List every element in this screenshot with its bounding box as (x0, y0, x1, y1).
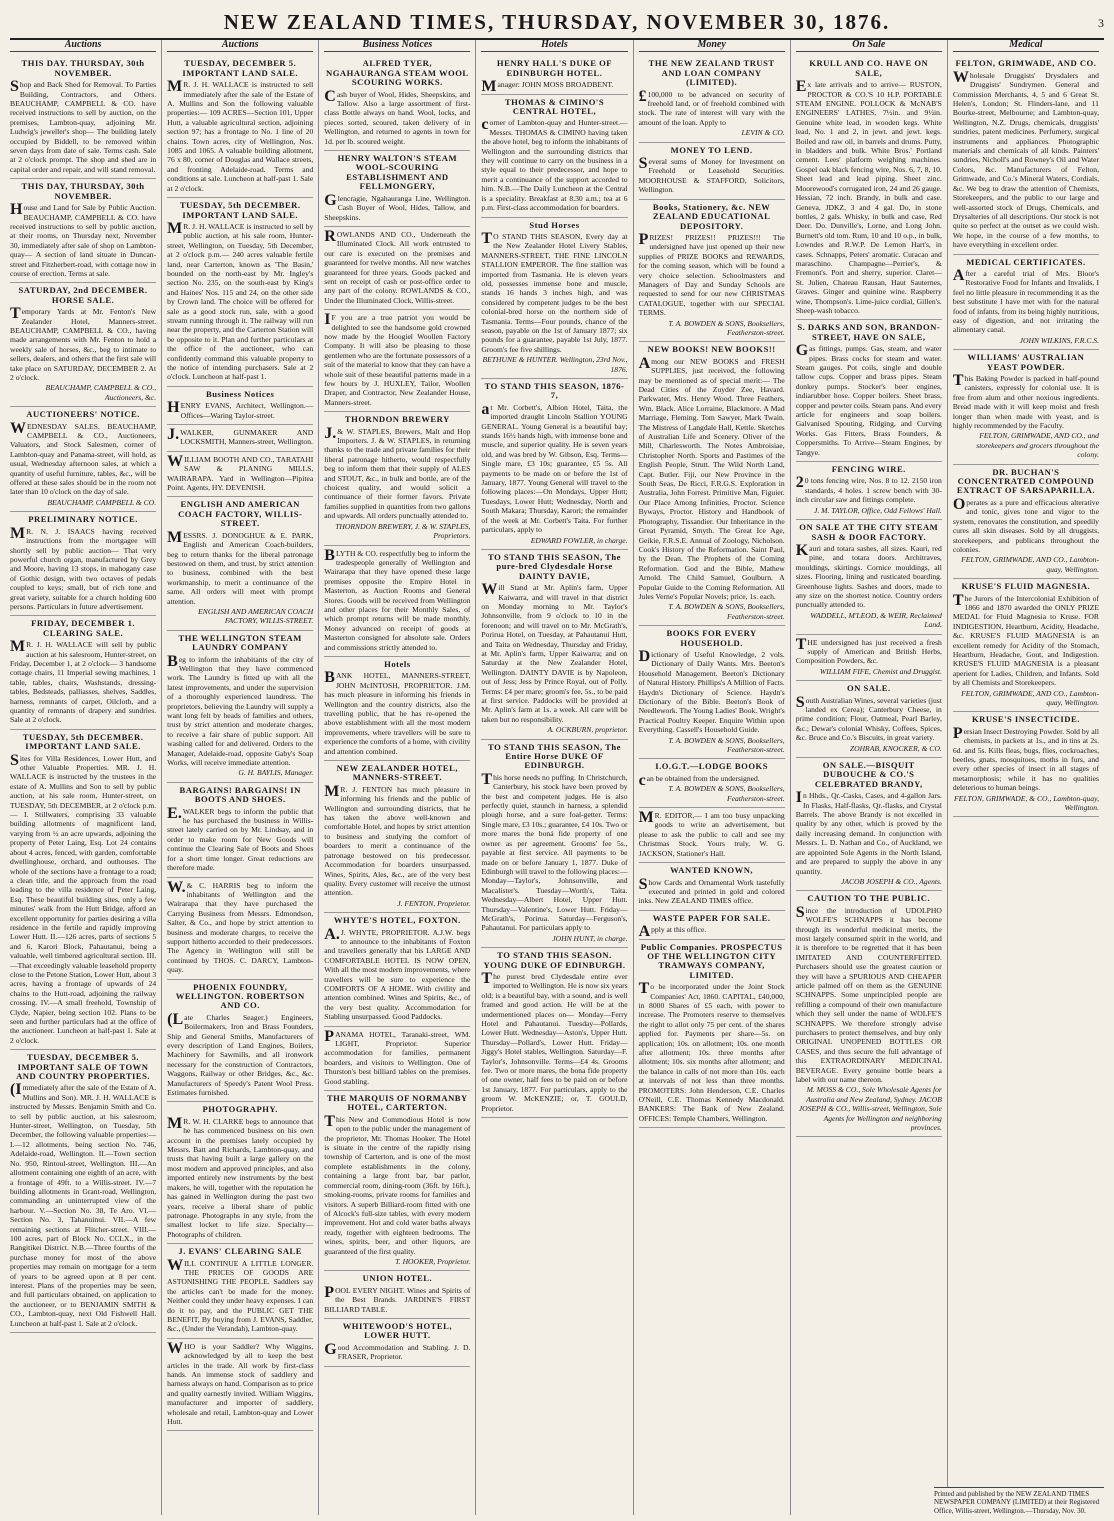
ad-signature: ENGLISH AND AMERICAN COACH FACTORY, WILLIS-STREET. (198, 606, 314, 626)
advertisement (324, 1271, 470, 1319)
ad-title: MEDICAL CERTIFICATES. (966, 256, 1086, 267)
advertisement (167, 425, 313, 452)
ad-title: THE WELLINGTON STEAM LAUNDRY COMPANY (178, 632, 302, 653)
advertisement (324, 546, 470, 657)
ad-body: PANAMA HOTEL, Taranaki-street, WM. LIGHT, Proprietor. Superior accommodation for families, permanent boarders, and visitors to Wellington. One of Thurston's best billiard tables on the premises. Good stabling. (324, 1027, 471, 1086)
advertisement (10, 1050, 156, 1333)
ad-body: POOL EVERY NIGHT. Wines and Spirits of the Best Brands. JARDINE'S FIRST BILLIARD TABLE. (324, 1283, 471, 1314)
advertisement (481, 218, 627, 380)
ad-title: KRULL AND CO. HAVE ON SALE, (809, 58, 929, 78)
advertisement (10, 283, 156, 407)
ad-body: Cash buyer of Wool, Hides, Sheepskins, and Tallow. Also a large assortment of first-class Bottle always on hand. Wool, locks, and pieces sorted, scoured, taken delivery of in Wellington, and returned to agents in town for 1d. per lb. scoured weight. (324, 87, 471, 146)
ad-body: MR. J. H. WALLACE will sell by public auction at his salesroom, Hunter-street, on Friday, December 1, at 2 o'clock— 3 handsome cottage chairs, 11 Imperial sewing machines, 1 table, tables, chairs, Washstands, dressing-tables, Bedsteads, palliasses, shelves, Saddles, harness, remnants of carpet, Oilcloth, and a quantity of remnants of drapery and sundries. Sale at 2 o'clock. (10, 638, 157, 725)
advertisement (10, 730, 156, 1050)
ad-body: Sites for Villa Residences, Lower Hutt, and other Valuable Properties. MR. J. H. WALLACE is instructed by the trustees in the estate of A. Mullins and Son to sell by public auction, at his sale room, Hunter-street, on TUESDAY, 5th DECEMBER, at 2 o'clock p.m.— I. Stillwaters, comprising 33 valuable building allotments of magnificent land, varying from ½ an acre upwards, adjoining the property of Peter Laing, Esq. Lot 24 contains about 4 acres, fenced, with garden, comfortable dwellinghouse, orchard, and outhouses. The whole of the sections have a frontage to a road; a clean title, and the approach from the road leading to the villa residence of Peter Laing, Esq. These beautiful building sites, only a few minutes' walk from the Hutt Bridge, afford an excellent opportunity for parties desiring a villa residence in the fertile and rapidly improving Lower Hutt. II.—126 acres, parts of sections 5 and 6, Karori Block, Pahautanui, being a valuable, well timbered agricultural section. III.—That exceedingly valuable leasehold property close to the Petone Station, Lower Hutt, about 3 acres, having a frontage of upwards of 24 chains to the Hutt-road, adjoining the railway crossing. IV.—A small freehold, Township of Clyde, Napier, being section 102. Plans to be seen and further particulars had at the office of the auctioneer. Luncheon at half-past 1. Sale at 2 o'clock. (10, 751, 157, 1045)
advertisement (167, 1102, 313, 1244)
advertisement (639, 626, 785, 759)
ad-body: PRIZES! PRIZES!! PRIZES!!! The undersigned have just opened up their new supplies of PRIZE BOOKS and REWARDS, for the coming season, which will be found a very choice selection. Schoolmasters and Managers of Day and Sunday Schools are requested to send for our new CHRISTMAS CATALOGUE, together with our SPECIAL TERMS. (638, 230, 785, 318)
ad-title: S. DARKS AND SON, BRANDON-STREET, HAVE ON SALE, (797, 322, 941, 342)
ad-title: ON SALE. (846, 683, 891, 694)
advertisement (10, 512, 156, 616)
ad-body: IF you are a true patriot you would be delighted to see the handsome gold crowned now made by the Hoogiel Woollen Factory Company. It will also be pleasing to those gentlemen who are the fortunate possessors of a suit of the material to know that they can have a whole suit of these beautiful patterns made in a few hours by J. HUXLEY, Tailor, Woollen Draper, and Contractor, New Zealander House, Manners-street. (324, 311, 471, 407)
ad-body: Among our NEW BOOKS and FRESH SUPPLIES, just received, the following may be mentioned as of special merit:— The Dead Cities of the Zuyder Zee, Havard. Parkwater, Mrs. Henry Wood. Three Feathers, Wm. Black. Alice Lorraine, Blackmore. A Mad Marriage, Fleming. Tom Sawyer, Mark Twain. The Mistress of Langdale Hall, Kettle. Sketches of Australian Life and Scenery. Oliver of the Mill, Charlesworth. The Notes Ambroisiae, Christopher North. Sports and Pastimes of the English People, Strutt. The Wild North Land, Capt. Butler. Fiji, our New Province in the South Seas, De Ricci, F.R.G.S. Exploration in Australia, John Forrest. Primitive Man, Figuier. Our Place Among Infinities, Proctor. Science Byways, Proctor. History and Handbook of Photography, Tissandier. Our Inheritance in the Great Pyramid, Smyth. The Great Ice Age, Geikie, F.R.S.E. Annual of Zoology, Nicholson. Cook's History of the Reformation. Saint Paul, by the Dean. The Prophets of the Coming Reformation. God and the Bible, Mathew Arnold. The Child Samuel, Goulburn. A Popular Guide to the Coming Reformation. All Jules Verne's Popular Novels; price, 1s. each. (638, 354, 785, 601)
ad-body: MESSRS. J. DONOGHUE & E. PARK, English and American Coach-builders, beg to return thanks for the liberal patronage bestowed on them, and trust, by strict attention to business, combined with the best workmanship, to merit a continuance of the same. All orders will meet with prompt attention. (167, 528, 314, 606)
ad-body: Kauri and totara sashes, all sizes. Kauri, red pine, and totara doors. Architraves, mouldings, skirtings. Cornice mouldings, all sizes. Flooring, lining and rusticated boarding. Greenhouse lights. Sashes and doors, made to any size on the shortest notice. Country orders punctually attended to. (795, 541, 942, 610)
ad-body: Shop and Back Shed for Removal. To Parties Building, Contractors, and Others. BEAUCHAMP, CAMPBELL & CO. have received instructions to sell by auction, on the premises, Lambton-quay, adjoining Mr. Ludwig's jeweller's shop— The building lately occupied by Biddell, to be removed within seven days from date of sale. Terms cash. Sale at 2 o'clock prompt. The shop and shed are in capital order and repair, and will stand removal. (10, 78, 157, 174)
ad-title: TO STAND THIS SEASON, The pure-bred Clydesdale Horse DAINTY DAVIE, (488, 551, 621, 581)
ad-body: Several sums of Money for Investment on Freehold or Leasehold Securities. MOORHOUSE & STAFFORD, Solicitors, Wellington. (638, 155, 785, 195)
advertisement (481, 948, 627, 1118)
ad-title: BOOKS FOR EVERY HOUSEHOLD. (666, 628, 757, 648)
ad-body: Good Accommodation and Stabling. J. D. FRASER, Proprietor. (324, 1340, 471, 1362)
ad-title: Public Companies. PROSPECTUS OF THE WELLINGTON CITY TRAMWAYS COMPANY, LIMITED. (640, 941, 783, 980)
advertisement (796, 320, 942, 462)
advertisement (481, 550, 627, 740)
ad-body: Apply at this office. (638, 923, 707, 941)
ad-signature: FELTON, GRIMWADE, & CO., Lambton-quay, Wellington. (954, 793, 1099, 813)
ad-body: Wholesale Druggists' Drysdalers and Druggists' Sundrymen. General and Commission Merchants, 4, 5 and 6 Great St. Helen's, London; St. Flinders-lane, and 11 Bourke-street, Melbourne; and Lambton-quay, Wellington, N.Z. Drugs, chemicals, druggists' sundries, patent medicines. Perfumery, surgical instruments and appliances. Photographic materials and chemicals of all kinds. Painters' sundries, Nicholl's and Rowney's Oil and Water Colors, &c. Manufacturers of Felton, Grimwade, and Co.'s Mineral Waters, Cordials, &c. We beg to draw the attention of Chemists, Storekeepers, and the public to our large and well-assorted stock of Drugs, Chemicals, and Drysalteries of all descriptions. Our stock is not quite so perfect at the outset as we could wish. We hope, in the course of a few months, to have everything in excellent order. (952, 68, 1099, 250)
ad-body: In Hhds., Qr.-Casks, Cases, and 4-gallon Jars. In Flasks, Half-flasks, Qr.-flasks, and Crystal Barrels. The above Brandy is not excelled in quality by any other, which is proved by the daily increasing demand. In conjunction with Messrs. L. D. Nathan and Co., of Auckland, we are appointed Sole Agents in the North Island, and are prepared to supply the above in any quantity. (795, 789, 942, 876)
ad-title: TO STAND THIS SEASON. YOUNG DUKE OF EDINBURGH. (483, 950, 626, 970)
ad-body: Manager: JOHN MOSS BROADBENT. (481, 78, 614, 96)
ad-title: WILLIAMS' AUSTRALIAN YEAST POWDER. (967, 352, 1085, 372)
ad-signature: LEVIN & CO. (741, 128, 785, 138)
advertisement (167, 631, 313, 783)
masthead (10, 8, 1104, 40)
ad-body: MR. J. FENTON has much pleasure in informing his friends and the public of Wellington and surrounding districts, that he has taken the above well-known and comfortable Hotel, and hopes by strict attention to business and studying the comfort of boarders to merit a continuance of the patronage bestowed on his predecessor. Accommodation for boarders unsurpassed. Wines, Spirits, Ales, &c., are of the very best quality. Every customer will receive the utmost attention. (324, 782, 471, 898)
ad-title: WHYTE'S HOTEL, FOXTON. (333, 915, 461, 926)
column-3 (318, 40, 475, 1515)
column-heading: Hotels (481, 40, 627, 52)
ad-title: WASTE PAPER FOR SALE. (652, 912, 771, 923)
advertisement (953, 56, 1099, 254)
advertisement (324, 1091, 470, 1271)
ad-body: 20 tons fencing wire, Nos. 8 to 12. 2150 iron standards, 4 holes. 1 screw bench with 30-inch circular saw and fittings complete. (795, 474, 942, 505)
ad-body: BLYTH & CO. respectfully beg to inform the tradespeople generally of Wellington and Wairarapa that they have opened these large premises opposite the Empire Hotel in Masterton, as Auction Rooms and General Stores. Goods will be received from Wellington and other places for their Monthly Sales, of which prompt returns will be made monthly. Money advanced on receipt of goods at Masterton consigned for absolute sale. Orders and commissions strictly attended to. (324, 546, 471, 652)
column-heading: Money (639, 40, 785, 52)
ad-title: PRELIMINARY NOTICE. (28, 514, 138, 525)
ad-body: Ex late arrivals and to arrive— RUSTON, PROCTOR & CO.'S 10 H.P. PORTABLE STEAM ENGINE. POLLOCK & McNAB'S ENGINEERS' LATHES, 7½in. and 9½in. Genuine white lead, in wooden kegs. White lead, No. 1 and 2, in jewt. and jewt. kegs. Boiled and raw oil, in barrels and drums. Putty, in bladders and bulk. White Bros.' Portland cement. Lees' platform weighing machines. Gospel oak black fencing wire, Nos. 6, 7, 8, 10. Sheet lead and lead piping. Sheet zinc. Moorewood's corrugated iron, 24 and 26 gauge. Hessian, 72 inch. Brandy, in bulk and case. Geneva, JDKZ, 3 and 4 gal. Do, in stone bottles, 2 gals. Whisky, in bulk and case, Red Deer. Do. Dunville's, Lorne, and Long John. Burnett's old tom. Rum, 10 and 10 o.p., in bulk, Lowndes and R.W.P. De Lemon Hart's, in cases. Schnapps, Peters' aromatic. Curacao and maraschino. Champagne—Perrier's, & Fremont's. Port and sherry, superior. Claret—St. Julien, Chateau Rausan, Haut Sauternes, Graves. Ginger and quinine wine. Raspberry wine, Thompson's. Lime-juice cordial, Gillen's. Sheep-wash tobacco. (795, 78, 942, 315)
ad-body: A.J. WHYTE, PROPRIETOR. A.J.W. begs to announce to the inhabitants of Foxton and travellers generally that his LARGE AND COMFORTABLE HOTEL IS NOW OPEN, With all the most modern improvements, where travellers will be sure to experience the COMFORTS OF A HOME. With civility and attention combined. Wines and Spirits, &c., of the very best quality. Accommodation for Stabling unsurpassed. Good Paddocks. (324, 925, 471, 1022)
ad-body: Gas fittings, pumps. Gas, steam, and water pipes. Brass cocks for steam and water. Steam gauges. Pot coils, single and double tallow cups. Copper and brass pipes. Steam donkey pumps. Stocker's beer engines, indiarubber hose. Copper boilers. Sheet brass, copper and pewter coils. Steam pans. And every article for engineers and soap boilers. Galvanised Spouting, Ridging, and Curving Works. Gas Fitters, Brass Founders, & Coppersmiths. To Arrive—Steam Engines, by Tangye. (795, 342, 942, 457)
advertisement (481, 95, 627, 218)
ad-signature: WILLIAM FIFE, Chemist and Druggist. (819, 666, 942, 676)
advertisement (639, 56, 785, 142)
ad-signature: BEAUCHAMP, CAMPBELL & CO. (47, 497, 157, 507)
ad-title: TUESDAY, 5th DECEMBER. IMPORTANT LAND SALE. (179, 200, 301, 220)
ad-signature: T. A. BOWDEN & SONS, Booksellers, Featherston-street. (668, 784, 785, 803)
ad-signature: JOHN WILKINS, F.R.C.S. (1019, 335, 1099, 345)
ad-signature: WADDELL, M'LEOD, & WEIR, Reclaimed Land. (810, 610, 942, 630)
ad-title: THIS DAY. THURSDAY, 30th NOVEMBER. (21, 58, 145, 78)
ad-title: TUESDAY, DECEMBER 5. IMPORTANT LAND SALE. (182, 58, 299, 78)
ad-body: WHO is your Saddler? Why Wiggins, acknowledged by all to keep the best articles in the trade. All work by first-class hands. An immense stock of saddlery and harness always on hand. Comparison as to price and quality earnestly invited. William Wiggins, manufacturer and importer of saddlery, wholesale and retail, Lambton-quay and Lower Hutt. (167, 1339, 314, 1427)
advertisement (639, 759, 785, 808)
ad-title: ALFRED TYER, NGAHAURANGA STEAM WOOL SCOURING WORKS. (326, 58, 469, 88)
advertisement (324, 1027, 470, 1091)
ad-signature: BETHUNE & HUNTER. Wellington, 23rd Nov., 1876. (482, 355, 628, 374)
advertisement (167, 497, 313, 630)
ad-body: Show Cards and Ornamental Work tastefully executed and printed in gold and colored inks. New ZEALAND TIMES office. (638, 875, 785, 906)
advertisement (324, 227, 470, 310)
ad-body: WEDNESDAY SALES. BEAUCHAMP, CAMPBELL & CO., Auctioneers, Valuators, and Stock Salesmen, corner of Lambton-quay and Panama-street, will hold, as usual, Wednesday afternoon sales, at which a quantity of useful furniture, tables, &c., will be offered at these sales should be in the room not later than 10 o'clock on the day of sale. (10, 419, 157, 497)
advertisement (10, 179, 156, 283)
advertisement (953, 579, 1099, 712)
page-number: 3 (1098, 16, 1104, 30)
ad-body: £100,000 to be advanced on security of freehold land, or of freehold combined with stock. The rate of interest will vary with the amount of the loan. Apply to (638, 87, 785, 127)
advertisement (167, 980, 313, 1103)
ad-body: House and Land for Sale by Public Auction. BEAUCHAMP, CAMPBELL & CO. have received instructions to sell by public auction, at their rooms, on Thursday next, November 30, immediately after sale of shop on Lambton-quay— A section of land situate in Duncan-street and Fitzherbert-road, with cottage now in course of erection. Terms at sale. (10, 201, 157, 278)
advertisement (324, 310, 470, 412)
ad-body: MR. EDITOR,— I am too busy unpacking goods to write an advertisement, but please to ask the public to call and see my Christmas Stock. Yours truly, W. G. JACKSON, Stationer's Hall. (638, 809, 785, 858)
column-1 (10, 40, 161, 1515)
columns-container (10, 40, 1104, 1515)
advertisement (481, 56, 627, 94)
ad-body: MR. W. H. CLARKE begs to announce that he has commenced business on his own account in the premises lately occupied by Messrs. Batt and Richards, Lambton-quay, and trusts that having built a large gallery on the most modern and approved principles, and also imported entirely new instruments by the best makers, he will, together with the reputation he has gained in Wellington during the past two years, receive a liberal share of public patronage. Photographs in any style, from the smallest locket to life size. Specialty—Photographs of children. (167, 1114, 314, 1239)
ad-body: WILL CONTINUE A LITTLE LONGER. THE PRICES OF GOODS ARE ASTONISHING THE PEOPLE. Saddlers say the articles can't be made for the money. Neither could they under heavy expenses. I can do it to pay, and the PUBLIC GET THE BENEFIT, By buying from J. EVANS, Saddler, &c., (Under the Verandah), Lambton-quay. (167, 1256, 314, 1334)
advertisement (639, 808, 785, 863)
ad-signature: T. A. BOWDEN & SONS, Booksellers, Featherston-street. (668, 318, 785, 337)
ad-title: WHITEWOOD'S HOTEL, LOWER HUTT. (342, 1320, 452, 1341)
ad-body: W.& C. HARRIS beg to inform the inhabitants of Wellington and the Wairarapa that they have purchased the Carrying Business from Messrs. Edmondson, Salter, & Co., and hope by strict attention to business and moderate charges, to receive the support hitherto accorded to their predecessors. The Agency in Wellington will still be continued by THOS. C. DARCY, Lambton-quay. (167, 878, 314, 975)
advertisement (10, 407, 156, 512)
ad-title: TO STAND THIS SEASON, The Entire Horse DUKE OF EDINBURGH. (488, 741, 621, 771)
advertisement (796, 56, 942, 320)
advertisement (167, 783, 313, 878)
ad-title: I.O.G.T.—LODGE BOOKS (655, 761, 768, 772)
ad-title: TO STAND THIS SEASON, 1876-7, (484, 381, 625, 401)
ad-body: WILLIAM BOOTH AND CO., TARATAHI SAW & PLANING MILLS, WAIRARAPA. Yard in Wellington—Pipitea Point. Agents, HY. DEVENISH. (167, 452, 314, 493)
advertisement (167, 56, 313, 198)
page-title: NEW ZEALAND TIMES, THURSDAY, NOVEMBER 30, 1876. (223, 10, 891, 34)
ad-body: J.WALKER, GUNMAKER AND LOCKSMITH, Manners-street, Wellington. (167, 426, 314, 447)
ad-signature: FELTON, GRIMWADE, AND CO., and storekeepers and grocers throughout the colony. (976, 431, 1099, 460)
ad-body: Persian Insect Destroying Powder. Sold by all chemists, in packets at 1s., and in tins at 2s. 6d. and 5s. Kills fleas, bugs, flies, cockroaches, beetles, gnats, mosquitoes, moths in furs, and every other species of insect in all stages of metamorphosis; while it has no qualities deleterious to human beings. (952, 724, 1099, 793)
ad-body: To be incorporated under the Joint Stock Companies' Act, 1860. CAPITAL, £40,000, in 8000 Shares of £5 each, with power to increase. The Promoters reserve to themselves the right to allot only 75 per cent. of the shares applied for. Payments per share—5s. on application; 10s. on allotment; 10s. one month after allotment; 10s. three months after allotment; 10s. six months after allotment; and the balance in calls of not more than 10s. each at intervals of not less than three months. PROMOTERS: John Henderson, C.E. Charles O'Neill, C.E. Thomas Kennedy Macdonald. BANKERS: The Bank of New Zealand. OFFICES: Temple Chambers, Wellington. (638, 980, 785, 1123)
advertisement (953, 465, 1099, 579)
ad-title: ENGLISH AND AMERICAN COACH FACTORY, WILLIS-STREET. (178, 499, 303, 529)
advertisement (324, 1319, 470, 1367)
ad-body: E.WALKER begs to inform the public that he has purchased the business in Willis-street lately carried on by Mr. Lindsay, and in order to make room for New Goods will continue the Clearing Sale of Boots and Shoes for a short time longer. Great reductions are therefore made. (167, 804, 314, 873)
ad-signature: A. OCKBURN, proprietor. (547, 725, 628, 735)
ad-title: THORNDON BREWERY (344, 414, 450, 425)
ad-title: UNION HOTEL. (362, 1273, 433, 1284)
ad-body: Will Stand at Mr. Aplin's farm, Upper Kaiwarra, and will travel in that district on Monday morning to Mr. Taylor's Johnsonville, from 9 o'clock to 10 in the forenoon; and will travel on to Mr. McGrath's, Porirua Hotel, on Tuesday, at Pahautanui Hutt, and Taita on Wednesday, Thursday and Friday, at Mr. Aplin's farm, Upper Kaiwarra; and on Saturday at the New Zealander Hotel, Wellington. DAINTY DAVIE is by Napoleon, out of Jess; Jess by Prince Royal, out of Polly. Terms: £4 per mare; groom's fee, 5s., to be paid at first service. Paddocks will be provided at Mr. Aplin's farm at 1s. a week. All care will be taken but no responsibility. (481, 581, 628, 724)
ad-title: WANTED KNOWN, (670, 865, 754, 876)
ad-body: Since the introduction of UDOLPHO WOLFE'S SCHNAPPS it has become through its wonderful medicinal merits, the most largely consumed spirit in the world, and it is therefore to be regretted that it has been IMITATED AND COUNTERFEITED. Purchasers should use the greatest caution or they will have a SPURIOUS AND CHEAPER article palmed off on them as the GENUINE SCHNAPPS. Some unprincipled people are refilling a compound of their own manufacture which they sell under the name of WOLFE'S SCHNAPPS. We therefore strongly advise purchasers to protect themselves, and buy only ORIGINAL UNOPENED BOTTLES OR CASES, and thus secure the full advantage of this EXTRAORDINARY MEDICINAL BEVERAGE. Every genuine bottle bears a label with our name thereon. (795, 903, 942, 1085)
ad-signature: T. A. BOWDEN & SONS, Booksellers, Featherston-street. (668, 735, 785, 755)
ad-signature: ZOHRAB, KNOCKER, & CO. (849, 743, 942, 753)
ad-signature: JOHN HUNT, in charge. (552, 933, 628, 943)
ad-body: Operates as a pure and efficacious alterative and tonic, gives tone and vigor to the system, renovates the constitution, and speedily cures all skin diseases. Sold by all druggists, storekeepers, and publicans throughout the colonies. (952, 495, 1099, 554)
advertisement (167, 878, 313, 980)
ad-body: After a careful trial of Mrs. Bloor's Restorative Food for Infants and Invalids, I feel no little pleasure in recommending it as the best substitute I have met with for the natural food of infants, from its being highly nutritious, easy of digestion, and not irritating the alimentary canal. (952, 266, 1099, 335)
column-heading: Medical (953, 40, 1099, 52)
ad-title: Books, Stationery, &c. NEW ZEALAND EDUCATIONAL DEPOSITORY. (652, 201, 771, 231)
ad-title: FENCING WIRE. (831, 464, 906, 475)
ad-title: TUESDAY, DECEMBER 5. IMPORTANT SALE OF TOWN AND COUNTRY PROPERTIES. (16, 1052, 151, 1082)
ad-body: This horse needs no puffing. In Christchurch, Canterbury, his stock have been proved by the best and competent judges. He is also perfectly quiet, staunch in harness, a splendid plough horse, and a sure foal-getter. Terms: Single mare, £3 10s.; guarantee, £4 10s. Two or more mares the boná fide property of one owner as per agreement. Grooms' fee 5s., payable at first service. All payments to be made on or before January 1, 1877. Duke of Edinburgh will travel to the following places:— Monday—Taylor's, Johnsonville, and Macalister's. Tuesday—Worth's, Taita. Wednesday—Albert Hotel, Upper Hutt. Thursday—Valentine's, Lower Hutt. Friday—McGrath's, Porirua. Saturday—Ferguson's, Pahautanui. For particulars apply to (481, 770, 628, 933)
ad-title: AUCTIONEERS' NOTICE. (26, 409, 140, 420)
advertisement (167, 452, 313, 498)
ad-body: BANK HOTEL, MANNERS-STREET, JOHN McINTOSH, PROPRIETOR. J.M. has much pleasure in informing his friends in Wellington and the country districts, also the travelling public, that he has re-opened the above establishment with all the most modern improvements, where travellers will be sure to experience the comforts of a home, with civility and attention combined. (324, 669, 471, 756)
ad-title: HENRY HALL'S DUKE OF EDINBURGH HOTEL. (496, 58, 613, 78)
ad-body: HENRY EVANS, Architect, Wellington.—Offices—Waring Taylor-street. (167, 399, 314, 420)
advertisement (324, 913, 470, 1026)
ad-title: PHOENIX FOUNDRY, WELLINGTON. ROBERTSON AND CO. (175, 981, 305, 1011)
column-7 (947, 40, 1104, 1515)
ad-signature: FELTON, GRIMWADE, AND CO., Lambton-quay, Wellington. (961, 555, 1099, 574)
ad-body: Beg to inform the inhabitants of the city of Wellington that they have commenced work. The Laundry is fitted up with all the latest improvements, and under the supervision of a thoroughly experienced laundress. The proprietors, believing the Laundry will supply a want long felt by heads of families and others, trust by strict attention and moderate charges, to receive a fair share of public support. All washing called for and delivered. Orders to the Manager, Adelaide-road, opposite Gaby's Soap Works, will receive immediate attention. (167, 652, 314, 768)
advertisement (953, 255, 1099, 351)
advertisement (167, 1244, 313, 1339)
ad-body: Temporary Yards at Mr. Fenton's New Zealander Hotel, Manners-street. BEAUCHAMP, CAMPBELL & CO., having made arrangements with Mr. Fenton to hold a weekly sale of horses, &c., beg to intimate to sellers, dealers, and others that the first sale will take place on SATURDAY, DECEMBER 2. At 2 o'clock. (10, 305, 157, 382)
ad-title: KRUSE'S FLUID MAGNESIA. (961, 581, 1091, 592)
advertisement (10, 56, 156, 179)
advertisement (639, 143, 785, 200)
advertisement (796, 891, 942, 1137)
ad-title: HENRY WALTON'S STEAM WOOL-SCOURING ESTABLISHMENT AND FELLMONGERY, (337, 153, 458, 192)
ad-body: at Mr. Corbett's, Albion Hotel, Taita, the imported draught Lincoln Stallion YOUNG GENERAL. Young General is a beautiful bay; stands 16½ hands high, with immense bone and muscle, and superior quality. He is seven years old, and was bred by W. Gibson, Esq. Terms—Single mare, £3 10s; guarantee, £5 5s. All payments to be made on or before the 1st of January, 1877. Young General will travel to the following places:—On Mondays, Upper Hutt; Tuesdays, Lower Hutt; Wednesday, North and South Makara; Thursday, Karori; the remainder of the week at Mr. Corbett's Taita. For further particulars, apply to (481, 400, 628, 535)
printer-imprint: Printed and published by the NEW ZEALAND TIMES NEWSPAPER COMPANY (LIMITED) at their Registered Office, Willis-street, Wellington.—Thursday, Nov. 30. (934, 1487, 1104, 1516)
advertisement (324, 412, 470, 545)
ad-title: SATURDAY, 2nd DECEMBER. HORSE SALE. (18, 285, 148, 305)
ad-body: The Jurors of the Intercolonial Exhibition of 1866 and 1870 awarded the ONLY PRIZE MEDAL for Fluid Magnesia to Kruse. FOR INDIGESTION, Heartburn, Acidity, Headache, &c. KRUSE'S FLUID MAGNESIA is an excellent remedy for Acidity of the Stomach, Heartburn, Headache, Gout, and Indigestion. KRUSE'S FLUID MAGNESIA is a pleasant aperient for Ladies, Children, and Infants. Sold by all Chemists and Storekeepers. (952, 591, 1099, 688)
ad-body: South Australian Wines, several varieties (just landed ex Cerea); Canterbury Cheese, in prime condition; Flour, Oatmeal, Pearl Barley, &c.; Dewar's colonial Whisky, Coffees, Spices, &c. Bruce and Co.'s Biscuits, in great variety. (795, 693, 942, 743)
ad-body: MR. J. H. WALLACE is instructed to sell immediately after the sale of the Estate of A. Mullins and Son the following valuable properties:— 109 ACRES—Section 101, Upper Hutt, a valuable agricultural section, adjoining section 97; has a frontage to No. 1 line of 20 chains. Town acres, city of Wellington, Nos. 1085 and 1065. A valuable building allotment, 76 x 80, corner of Douglas and Wallace streets, and fronting Adelaide-road. Terms and conditions at sale. Luncheon at half-past 1. Sale at 2 o'clock. (167, 78, 314, 193)
ad-signature: J. FENTON, Proprietor. (397, 898, 471, 908)
ad-signature: M. MOSS & CO., Sole Wholesale Agents for Australia and New Zealand, Sydney. JACOB JOSEPH & CO., Willis-street, Wellington, Sole Agents for Wellington and neighboring provinces. (798, 1085, 942, 1133)
ad-signature: T. HOOKER, Proprietor. (395, 1256, 471, 1266)
ad-title: DR. BUCHAN'S CONCENTRATED COMPOUND EXTRACT OF SARSAPARILLA. (956, 466, 1095, 496)
ad-signature: JACOB JOSEPH & CO., Agents. (840, 876, 942, 886)
ad-title: KRUSE'S INSECTICIDE. (971, 714, 1080, 725)
ad-signature: T. A. BOWDEN & SONS, Booksellers, Featherston-street. (668, 602, 785, 621)
ad-title: MONEY TO LEND. (670, 144, 753, 155)
ad-signature: THORNDON BREWERY, J. & W. STAPLES, Proprietors. (335, 521, 471, 541)
ad-title: BARGAINS! BARGAINS! IN BOOTS AND SHOES. (179, 784, 301, 805)
ad-title: THE NEW ZEALAND TRUST AND LOAN COMPANY (LIMITED). (648, 58, 775, 88)
ad-body: MR. J. H. WALLACE is instructed to sell by public auction, at his sale room, Hunter-street, Wellington, on Tuesday, 5th December, at 2 o'clock p.m.— 240 acres valuable fertile land, near Carterton, known as 'The Basin,' bounded on the north-east by Mr. Ingley's section No. 235, on the south-east by King's and Haines' Nos. 115 and 24, on the other side by Crown land. The choice will be offered for sale as a good stock run, sale, with a good stream running through it. The railway will run near the property, and the Carterton Station will be opposite to it. Plan and further particulars at the office of the auctioneer, who can confidently command this valuable property to the notice of intending purchasers. Sale at 2 o'clock. Luncheon at half-past 1. (167, 219, 314, 382)
ad-body: (Late Charles Seager.) Engineers, Boilermakers, Iron and Brass Founders, Ship and General Smiths, Manufacturers of every description of Land Engines, Boilers, Machinery for Sawmills, and all ironwork necessary for the construction of Contractors, Waggons, Railway or other Bridges, &c., &c. Manufacturers of Speedy's Patent Wool Press. Estimates furnished. (167, 1010, 314, 1098)
advertisement (324, 657, 470, 761)
advertisement (639, 342, 785, 626)
advertisement (639, 911, 785, 940)
ad-title: Business Notices (206, 388, 275, 399)
ad-body: The purest bred Clydesdale entire ever imported to Wellington. He is now six years old; is a beautiful bay, with a sound, and is well framed and good action. He will be at the undermentioned places on— Monday—Ferry Hotel and Pahautanui. Tuesday—Pollards, Lower Hutt. Wednesday—Aston's, Upper Hutt. Thursday—Pollard's, Lower Hutt. Friday—Jiggy's Hotel stables, Wellington. Saturday—F. Taylor's, Johnsonville. Terms—£4 4s. Grooms fee. Two or more mares, the bona fide property of one owner, half fees to be paid on or before 1st January, 1877. For particulars, apply to the groom W. McKENZIE; or, T. GOULD, Proprietor. (481, 969, 628, 1113)
ad-title: ON SALE.—BISQUIT DUBOUCHE & CO.'S CELEBRATED BRANDY, (814, 760, 923, 789)
ad-body: Glencragie, Ngahauranga Line, Wellington. Cash Buyer of Wool, Hides, Tallow, and Sheepskins. (324, 191, 471, 222)
ad-body: (Immediately after the sale of the Estate of A. Mullins and Son). MR. J. H. WALLACE is instructed by Messrs. Benjamin Smith and Co. to sell by public auction, at his salesroom, Hunter-street, Wellington, on Tuesday, 5th December, the following valuable properties:— I.—12 allotments, being section No. 746, Adelaide-road, Wellington. II.—Town section No. 950, Rintoul-street, Wellington. III.—An allotment containing one eighth of an acre, with a frontage of 49ft. to a Willis-street. IV.—7 building allotments in Grant-road, Wellington, commanding an uninterrupted view of the harbour. V.—Section No. 38, Te Aro. VI.—Section No. 3, Tahanuinui. VII.—A few remaining sections at Flitcher-street. VIII.—100 acres, part of Block No. CCLX., in the Rangitikei District. N.B.—Three fourths of the purchase money for most of the above properties may remain on mortgage for a term of years to be agreed upon at 8 per cent. interest. Plans of the properties may be seen, and full particulars obtained, on application to the auctioneer, or to BENJAMIN SMITH & CO., Lambton-quay, next Old Fishwell Hall. Luncheon at half-past 1. Sale at 2 o'clock. (10, 1081, 157, 1328)
ad-title: Stud Horses (529, 219, 580, 230)
ad-body: THE undersigned has just received a fresh supply of American and British Herbs, Composition Powders, &c. (795, 635, 942, 666)
ad-body: Dictionary of Useful Knowledge, 2 vols. Dictionary of Daily Wants. Mrs. Beeton's Household Management. Beeton's Dictionary of Natural History. Phillips's A Million of Facts. Haydn's Dictionary of Science. Haydn's Dictionary of the Bible. Beeton's Book of Needlework. The Young Ladies' Book. Wright's Practical Poultry Keeper. Enquire Within upon Everything. Cassell's Household Guide. (638, 647, 785, 735)
column-5 (633, 40, 790, 1515)
ad-body: This Baking Powder is packed in half-pound canisters, expressly for colonial use. It is free from alum and other noxious ingredients. Bread made with it will keep moist and fresh longer than when made with yeast, and is highly recommended by the Faculty. (952, 372, 1099, 431)
advertisement (796, 681, 942, 758)
ad-title: THE MARQUIS OF NORMANBY HOTEL, CARTERTON. (326, 1093, 468, 1113)
column-2 (161, 40, 318, 1515)
advertisement (481, 379, 627, 550)
column-6 (790, 40, 947, 1515)
advertisement (167, 1339, 313, 1432)
ad-body: corner of Lambton-quay and Hunter-street.—Messrs. THOMAS & CIMINO having taken the above hotel, beg to inform the inhabitants of Wellington and the surrounding districts that they will continue to carry on the business in a style equal to their predecessor, and hope to merit a continuance of the support accorded to him. N.B.—The Daily Luncheon at the Central is a speciality. Breakfast at 8.30 a.m.; tea at 6 p.m. First-class accommodation for boarders. (481, 116, 628, 213)
ad-title: ON SALE AT THE CITY STEAM SASH & DOOR FACTORY. (799, 522, 939, 542)
advertisement (10, 616, 156, 729)
ad-signature: G. H. BAYLIS, Manager. (238, 768, 314, 778)
ad-title: FELTON, GRIMWADE, AND CO. (955, 58, 1097, 69)
advertisement (796, 462, 942, 520)
ad-body: can be obtained from the undersigned. (638, 771, 760, 789)
advertisement (324, 56, 470, 151)
ad-title: THIS DAY, THURSDAY, 30th NOVEMBER. (21, 181, 145, 201)
advertisement (324, 761, 470, 913)
advertisement (953, 712, 1099, 817)
column-heading: On Sale (796, 40, 942, 52)
ad-body: TO STAND THIS SEASON, Every day at the New Zealander Hotel Livery Stables, MANNERS-STREET, THE FINE LINCOLN STALLION EMPEROR. The fine stallion was imported from Tasmania. He is eleven years old, possesses immense bone and muscle, stands 16 hands 3 inches high, and was considered by competent judges to be the best colonial-bred horse on the northern side of Tasmania. Terms—Four pounds, chance of the season, payable on the 1st of January 1877; six pounds for a guarantee, payable 1st July, 1877. Groom's fee five shillings. (481, 229, 628, 354)
ad-body: This New and Commodious Hotel is now open to the public under the management of the proprietor, Mr. Thomas Hooker. The Hotel is situate in the centre of the rapidly rising township of Carterton, and is one of the most complete establishments in the colony, containing a large front bar, bar parlor, commercial room, dining-room (36ft. by 16ft.), smoking-rooms, private rooms for families and visitors. A superb Billiard-room fitted with one of Alcock's full-size tables, with every modern improvement. Hot and cold water baths always ready, together with eighteen bedrooms. The wines, spirits, beer, and other liquors, are guaranteed of the first quality. (324, 1112, 471, 1256)
ad-body: J.& W. STAPLES, Brewers, Malt and Hop Importers. J. & W. STAPLES, in returning thanks to the trade and private families for their liberal patronage hitherto, would respectfully beg to inform them that their supply of ALES and STOUT, &c., in bulk and bottle, are of the choicest quality, and would solicit a continuance of their former favors. Private families supplied in quantities from two gallons and upwards. All orders punctually attended to. (324, 424, 471, 521)
advertisement (167, 387, 313, 425)
ad-signature: EDWARD FOWLER, in charge. (530, 535, 628, 545)
ad-title: PHOTOGRAPHY. (202, 1104, 278, 1115)
ad-signature: J. M. TAYLOR, Office, Odd Fellows' Hall. (814, 505, 942, 515)
advertisement (796, 758, 942, 891)
ad-body: MR. N. J. ISAACS having received instructions from the mortgagee will shortly sell by public auction— That very powerful church organ, manufactured by Grey and Moore, having 13 stops, in mahogany case of Gothic design, with two octaves of pedals coupled to keys; small, but of rich tone and great variety, suitable for a church holding 600 persons. Particulars in future advertisement. (10, 524, 157, 611)
column-heading: Business Notices (324, 40, 470, 52)
ad-title: TUESDAY, 5th DECEMBER. IMPORTANT LAND SALE. (22, 731, 144, 752)
advertisement (324, 151, 470, 227)
column-heading: Auctions (10, 40, 156, 52)
ad-title: THOMAS & CIMINO'S CENTRAL HOTEL, (504, 96, 605, 117)
ad-title: CAUTION TO THE PUBLIC. (807, 893, 931, 904)
column-heading: Auctions (167, 40, 313, 52)
advertisement (953, 350, 1099, 464)
advertisement (639, 940, 785, 1129)
ad-title: NEW ZEALANDER HOTEL, MANNERS-STREET. (336, 763, 459, 783)
ad-title: NEW BOOKS! NEW BOOKS!! (647, 344, 776, 355)
column-4 (475, 40, 632, 1515)
ad-signature: FELTON, GRIMWADE, AND CO., Lambton-quay, Wellington. (961, 688, 1099, 707)
ad-title: Hotels (384, 658, 411, 669)
ad-title: J. EVANS' CLEARING SALE (178, 1246, 302, 1257)
ad-body: ROWLANDS AND CO., Underneath the Illuminated Clock. All work entrusted to our care is executed on the premises and guaranteed for twelve months. All new watches guaranteed for three years. Goods packed and sent on receipt of cash or post-office order to any part of the colony. ROWLANDS & CO., Under the Illuminated Clock, Willis-street. (324, 227, 471, 305)
ad-signature: BEAUCHAMP, CAMPBELL & CO., Auctioneers, &c. (45, 383, 157, 402)
advertisement (167, 198, 313, 387)
advertisement (796, 520, 942, 634)
advertisement (796, 635, 942, 682)
advertisement (639, 200, 785, 343)
ad-title: FRIDAY, DECEMBER 1. CLEARING SALE. (31, 618, 136, 638)
advertisement (639, 863, 785, 911)
advertisement (481, 740, 627, 949)
